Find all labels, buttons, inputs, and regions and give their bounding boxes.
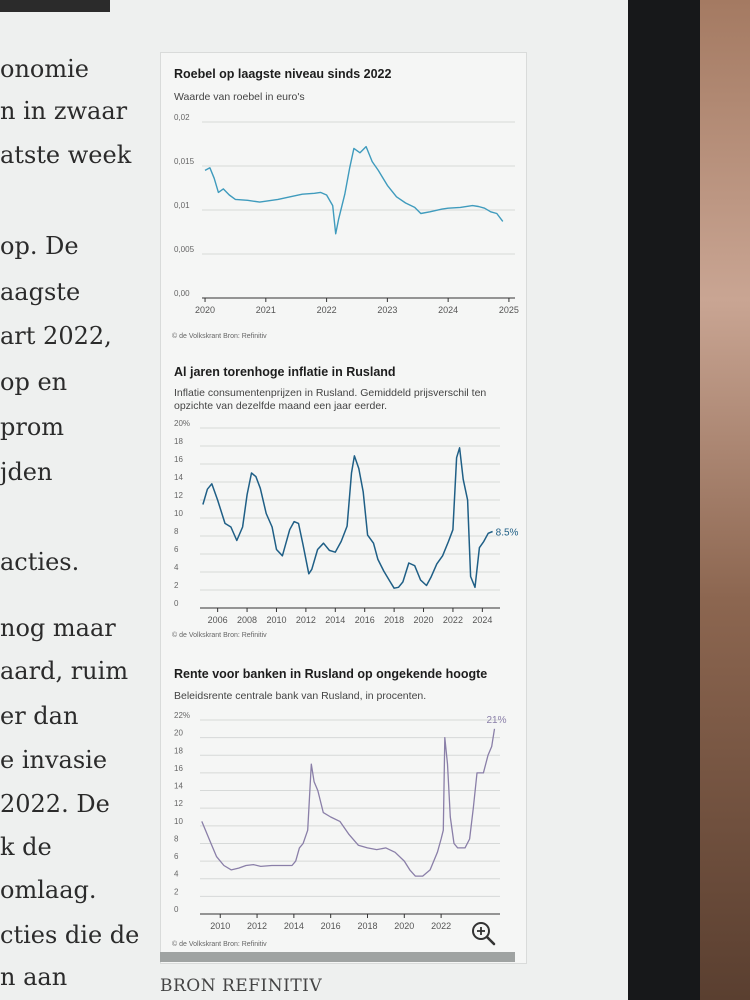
x-tick-label: 2016 (354, 615, 375, 625)
chart1-credit: © de Volkskrant Bron: Refinitiv (172, 333, 267, 340)
y-tick-label: 16 (174, 455, 183, 464)
article-line: n aan (0, 963, 68, 991)
y-tick-label: 14 (174, 781, 183, 791)
y-tick-label: 0 (174, 905, 179, 914)
y-tick-label: 4 (174, 563, 179, 572)
x-tick-label: 2008 (237, 615, 258, 625)
article-line: n in zwaar (0, 97, 128, 125)
x-tick-label: 2022 (431, 921, 452, 931)
end-value-label: 8.5% (495, 527, 519, 539)
article-line: op en (0, 368, 68, 396)
y-tick-label: 8 (174, 834, 179, 844)
article-line: er dan (0, 702, 79, 730)
x-tick-label: 2012 (247, 921, 268, 931)
x-tick-label: 2020 (195, 305, 216, 315)
x-tick-label: 2020 (394, 921, 415, 931)
y-tick-label: 8 (174, 527, 179, 536)
article-line: op. De (0, 232, 79, 260)
background-room (700, 0, 750, 1000)
article-line: e invasie (0, 746, 108, 774)
x-tick-label: 2006 (207, 615, 228, 625)
article-line: nog maar (0, 614, 116, 642)
interest-rate-chart (170, 710, 530, 940)
y-tick-label: 0 (174, 599, 179, 608)
y-tick-label: 2 (174, 887, 179, 897)
x-tick-label: 2010 (210, 921, 231, 931)
ruble-chart (170, 110, 530, 325)
x-tick-label: 2012 (295, 615, 316, 625)
y-tick-label: 0,02 (174, 113, 190, 122)
y-tick-label: 18 (174, 437, 183, 446)
chart2-subtitle: Inflatie consumentenprijzen in Rusland. Gemiddeld prijsverschil ten opzichte van dezelfde maand een jaar eerder. (174, 387, 487, 412)
chart3-title: Rente voor banken in Rusland op ongekende hoogte (174, 667, 488, 681)
chart2-credit: © de Volkskrant Bron: Refinitiv (172, 632, 267, 639)
y-tick-label: 18 (174, 746, 183, 756)
y-tick-label: 0,00 (174, 289, 190, 298)
x-tick-label: 2010 (266, 615, 287, 625)
y-tick-label: 6 (174, 545, 179, 554)
article-line: art 2022, (0, 322, 112, 350)
x-tick-label: 2014 (283, 921, 304, 931)
article-line: omlaag. (0, 876, 97, 904)
y-tick-label: 16 (174, 763, 183, 773)
y-tick-label: 10 (174, 509, 183, 518)
monitor-bezel (628, 0, 700, 1000)
magnifier-plus-icon[interactable] (470, 920, 496, 946)
x-tick-label: 2024 (438, 305, 459, 315)
article-line: prom (0, 413, 65, 441)
y-tick-label: 12 (174, 491, 183, 500)
scrollbar[interactable] (160, 952, 515, 962)
y-tick-label: 0,015 (174, 157, 195, 166)
source-caption: BRON REFINITIV (160, 976, 323, 996)
article-line: jden (0, 458, 53, 486)
series-line (205, 147, 503, 234)
x-tick-label: 2024 (472, 615, 493, 625)
x-tick-label: 2025 (498, 305, 519, 315)
x-tick-label: 2014 (325, 615, 346, 625)
chart1-title: Roebel op laagste niveau sinds 2022 (174, 67, 392, 81)
end-value-label: 21% (486, 714, 507, 726)
y-tick-label: 6 (174, 852, 179, 862)
y-tick-label: 0,01 (174, 201, 190, 210)
article-line: k de (0, 833, 52, 861)
inflation-chart (170, 420, 530, 625)
x-tick-label: 2018 (384, 615, 405, 625)
y-tick-label: 4 (174, 869, 179, 879)
series-line (202, 729, 495, 876)
chart1-subtitle: Waarde van roebel in euro's (174, 91, 305, 103)
article-text (0, 0, 160, 1000)
y-tick-label: 0,005 (174, 245, 195, 254)
x-tick-label: 2016 (320, 921, 341, 931)
article-line: atste week (0, 141, 132, 169)
y-tick-label: 14 (174, 473, 183, 482)
x-tick-label: 2021 (255, 305, 276, 315)
chart3-credit: © de Volkskrant Bron: Refinitiv (172, 941, 267, 948)
chart2-title: Al jaren torenhoge inflatie in Rusland (174, 365, 396, 379)
chart3-subtitle: Beleidsrente centrale bank van Rusland, in procenten. (174, 690, 427, 702)
article-line: aagste (0, 278, 81, 306)
article-line: acties. (0, 548, 80, 576)
y-tick-label: 2 (174, 581, 179, 590)
y-tick-label: 20% (174, 419, 191, 428)
y-tick-label: 12 (174, 799, 183, 809)
article-line: onomie (0, 55, 89, 83)
x-tick-label: 2020 (413, 615, 434, 625)
article-line: aard, ruim (0, 657, 129, 685)
x-tick-label: 2022 (316, 305, 337, 315)
article-line: cties die de (0, 921, 140, 949)
x-tick-label: 2023 (377, 305, 398, 315)
y-tick-label: 22% (174, 711, 191, 720)
article-line: 2022. De (0, 790, 110, 818)
x-tick-label: 2022 (442, 615, 463, 625)
x-tick-label: 2018 (357, 921, 378, 931)
y-tick-label: 10 (174, 816, 183, 826)
y-tick-label: 20 (174, 728, 183, 738)
